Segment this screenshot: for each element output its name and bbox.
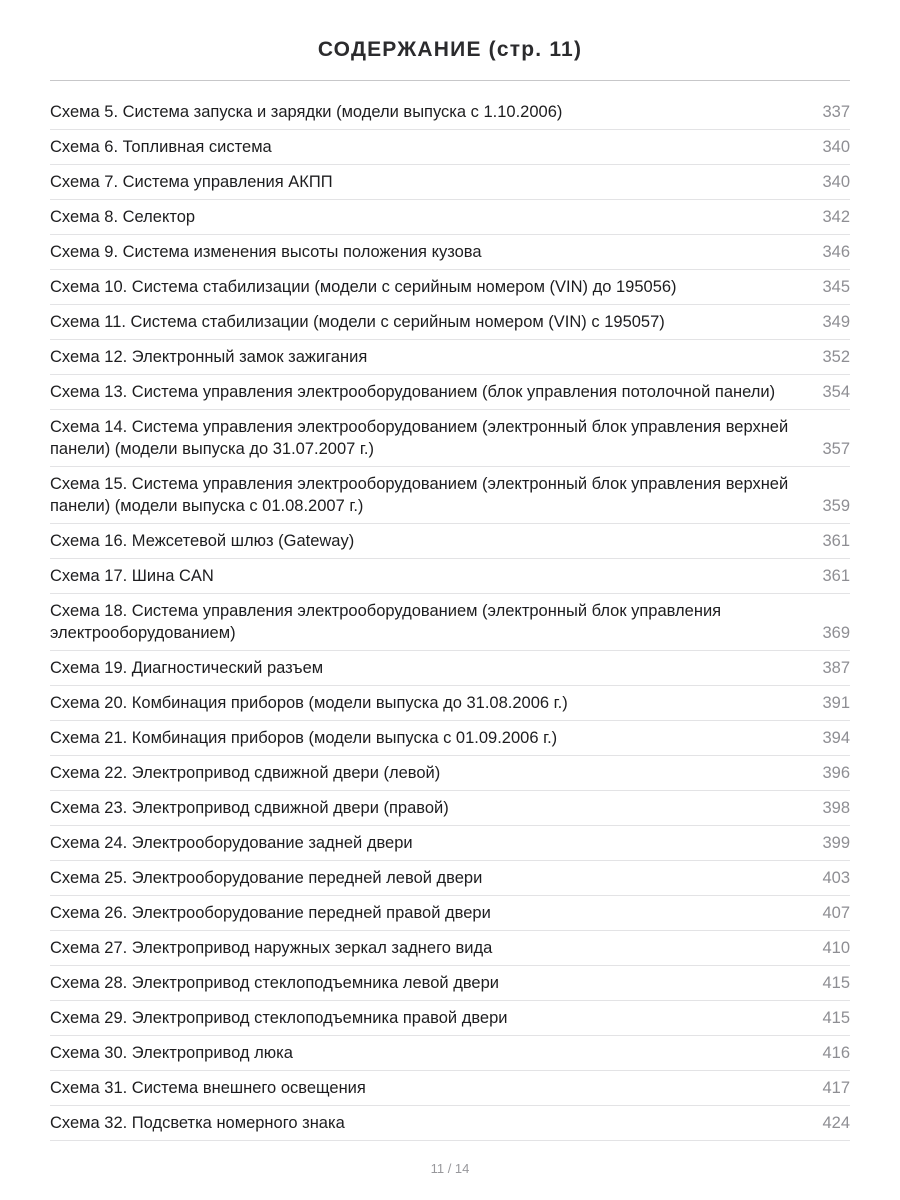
toc-entry-label: Схема 32. Подсветка номерного знака	[50, 1114, 345, 1132]
toc-entry-label: Схема 17. Шина CAN	[50, 567, 214, 585]
toc-entry-page: 346	[822, 243, 850, 261]
toc-entry	[50, 594, 850, 651]
toc-entry	[50, 95, 850, 130]
toc-entry-page: 345	[822, 278, 850, 296]
toc-entry	[50, 1036, 850, 1071]
toc-entry-page: 337	[822, 103, 850, 121]
toc-entry	[50, 410, 850, 467]
toc-entry	[50, 1071, 850, 1106]
toc-entry-label: Схема 11. Система стабилизации (модели с серийным номером (VIN) с 195057)	[50, 313, 665, 331]
toc-entry-page: 396	[822, 764, 850, 782]
toc-entry	[50, 305, 850, 340]
toc-entry-label: Схема 21. Комбинация приборов (модели выпуска с 01.09.2006 г.)	[50, 729, 558, 747]
toc-entry	[50, 165, 850, 200]
toc-entry-label: Схема 18. Система управления электрооборудованием (электронный блок управления электрооборудованием)	[50, 602, 722, 642]
toc-entry-page: 354	[822, 383, 850, 401]
toc-entry	[50, 375, 850, 410]
toc-entry-label: Схема 26. Электрооборудование передней правой двери	[50, 904, 491, 922]
toc-entry-label: Схема 25. Электрооборудование передней левой двери	[50, 869, 483, 887]
toc-entry-page: 424	[822, 1114, 850, 1132]
page-indicator: 11 / 14	[430, 1161, 470, 1176]
toc-entry-page: 359	[822, 497, 850, 515]
toc-entry-page: 407	[822, 904, 850, 922]
toc-entry	[50, 130, 850, 165]
toc-entry	[50, 200, 850, 235]
toc-entry-label: Схема 30. Электропривод люка	[50, 1044, 293, 1062]
toc-entry-label: Схема 13. Система управления электрооборудованием (блок управления потолочной панели)	[50, 383, 776, 401]
toc-entry-label: Схема 6. Топливная система	[50, 138, 272, 156]
toc-entry	[50, 1001, 850, 1036]
toc-entry-page: 415	[822, 974, 850, 992]
toc-entry-page: 340	[822, 138, 850, 156]
toc-entry-page: 399	[822, 834, 850, 852]
toc-entry-page: 415	[822, 1009, 850, 1027]
toc-entry-label: Схема 7. Система управления АКПП	[50, 173, 333, 191]
toc-entry-label: Схема 12. Электронный замок зажигания	[50, 348, 368, 366]
toc-entry	[50, 966, 850, 1001]
toc-entry-label: Схема 23. Электропривод сдвижной двери (правой)	[50, 799, 449, 817]
toc-entry-page: 361	[822, 532, 850, 550]
toc-entry	[50, 524, 850, 559]
toc-entry-label: Схема 20. Комбинация приборов (модели выпуска до 31.08.2006 г.)	[50, 694, 568, 712]
toc-entry	[50, 896, 850, 931]
toc-entry	[50, 270, 850, 305]
toc-entry-page: 349	[822, 313, 850, 331]
toc-entry	[50, 340, 850, 375]
toc-entry	[50, 686, 850, 721]
toc-entry-label: Схема 9. Система изменения высоты положения кузова	[50, 243, 482, 261]
toc-entry-page: 342	[822, 208, 850, 226]
toc-entry	[50, 861, 850, 896]
toc-entry-label: Схема 31. Система внешнего освещения	[50, 1079, 366, 1097]
toc-list	[50, 81, 850, 1141]
toc-entry-page: 416	[822, 1044, 850, 1062]
toc-entry	[50, 931, 850, 966]
toc-entry-label: Схема 10. Система стабилизации (модели с серийным номером (VIN) до 195056)	[50, 278, 677, 296]
page-title: СОДЕРЖАНИЕ (стр. 11)	[317, 38, 583, 61]
toc-entry-page: 391	[822, 694, 850, 712]
toc-entry-label: Схема 5. Система запуска и зарядки (модели выпуска с 1.10.2006)	[50, 103, 563, 121]
toc-entry	[50, 826, 850, 861]
toc-entry-label: Схема 24. Электрооборудование задней двери	[50, 834, 413, 852]
toc-entry-page: 410	[822, 939, 850, 957]
toc-entry-page: 369	[822, 624, 850, 642]
toc-entry-page: 340	[822, 173, 850, 191]
toc-entry	[50, 651, 850, 686]
toc-entry	[50, 721, 850, 756]
toc-entry-page: 394	[822, 729, 850, 747]
toc-entry-label: Схема 14. Система управления электрооборудованием (электронный блок управления верхней панели) (модели выпуска до 31.07.2007 г.)	[50, 418, 789, 458]
toc-entry-label: Схема 19. Диагностический разъем	[50, 659, 324, 677]
toc-entry-label: Схема 27. Электропривод наружных зеркал заднего вида	[50, 939, 493, 957]
toc-entry-page: 387	[822, 659, 850, 677]
toc-entry-page: 361	[822, 567, 850, 585]
toc-entry	[50, 1106, 850, 1141]
toc-entry-label: Схема 8. Селектор	[50, 208, 196, 226]
toc-entry	[50, 235, 850, 270]
toc-entry-page: 352	[822, 348, 850, 366]
toc-entry-page: 357	[822, 440, 850, 458]
toc-entry-label: Схема 28. Электропривод стеклоподъемника левой двери	[50, 974, 499, 992]
toc-entry-label: Схема 22. Электропривод сдвижной двери (левой)	[50, 764, 441, 782]
toc-entry-label: Схема 15. Система управления электрооборудованием (электронный блок управления верхней панели) (модели выпуска с 01.08.2007 г.)	[50, 475, 789, 515]
toc-entry	[50, 756, 850, 791]
toc-entry	[50, 467, 850, 524]
toc-entry-label: Схема 16. Межсетевой шлюз (Gateway)	[50, 532, 355, 550]
toc-entry	[50, 791, 850, 826]
toc-entry-page: 398	[822, 799, 850, 817]
toc-entry-page: 403	[822, 869, 850, 887]
toc-entry-page: 417	[822, 1079, 850, 1097]
toc-entry	[50, 559, 850, 594]
toc-entry-label: Схема 29. Электропривод стеклоподъемника правой двери	[50, 1009, 508, 1027]
